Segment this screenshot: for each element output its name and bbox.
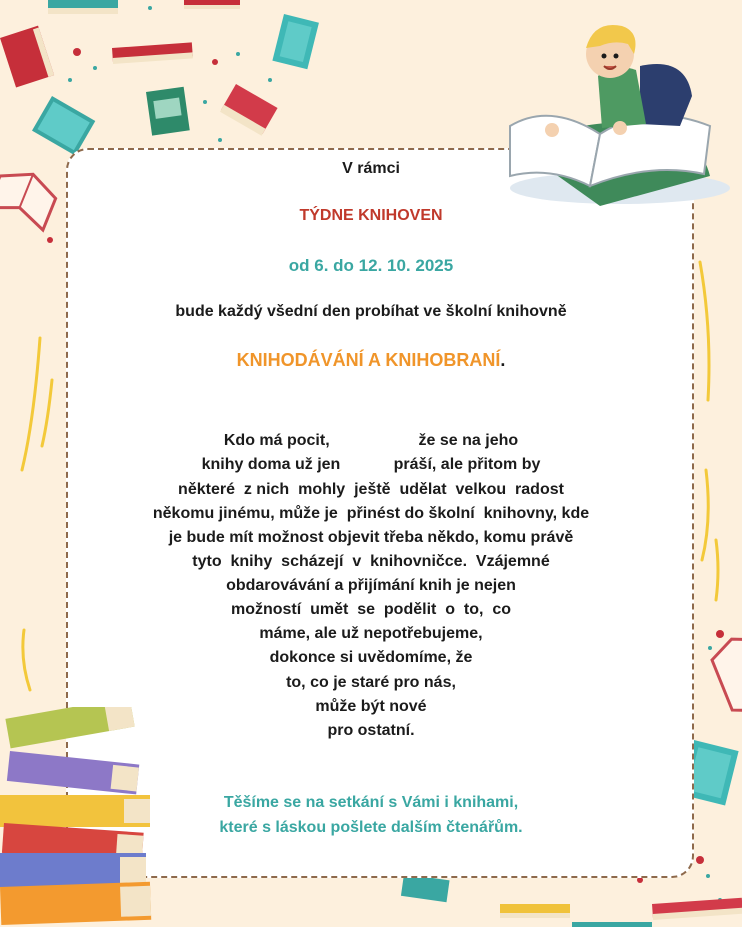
body-line: obdarovávání a přijímání knih je nejen: [226, 577, 516, 594]
body-line: možností umět se podělit o to, co: [230, 601, 511, 618]
body-line: může být nové: [315, 698, 427, 715]
activity-name: KNIHODÁVÁNÍ A KNIHOBRANÍ: [236, 350, 501, 370]
closing-line-2: které s láskou pošlete dalším čtenářům.: [219, 819, 523, 836]
body-line: to, co je staré pro nás,: [286, 674, 456, 691]
event-name: TÝDNE KNIHOVEN: [299, 207, 443, 224]
activity-period: .: [500, 350, 506, 370]
intro-text: V rámci: [342, 160, 400, 177]
body-line: někomu jinému, může je přinést do školní knihovny, kde: [152, 505, 590, 522]
subline-text: bude každý všední den probíhat ve školní knihovně: [175, 303, 567, 320]
closing-line-1: Těšíme se na setkání s Vámi i knihami,: [223, 794, 519, 811]
body-line: pro ostatní.: [327, 722, 415, 739]
event-dates: od 6. do 12. 10. 2025: [288, 256, 454, 275]
body-line: Kdo má pocit, že se na jeho: [223, 432, 519, 449]
body-line: některé z nich mohly ještě udělat velkou radost: [178, 481, 564, 498]
body-line: dokonce si uvědomíme, že: [269, 649, 473, 666]
body-line: tyto knihy scházejí v knihovničce. Vzájemné: [192, 553, 550, 570]
body-line: máme, ale už nepotřebujeme,: [259, 625, 483, 642]
activity-heading: [0, 350, 742, 371]
book-stack-icon: [0, 707, 160, 927]
body-line: knihy doma už jen práší, ale přitom by: [201, 456, 541, 473]
boy-reading-book-icon: [490, 6, 730, 216]
body-line: je bude mít možnost objevit třeba někdo, komu právě: [168, 529, 574, 546]
